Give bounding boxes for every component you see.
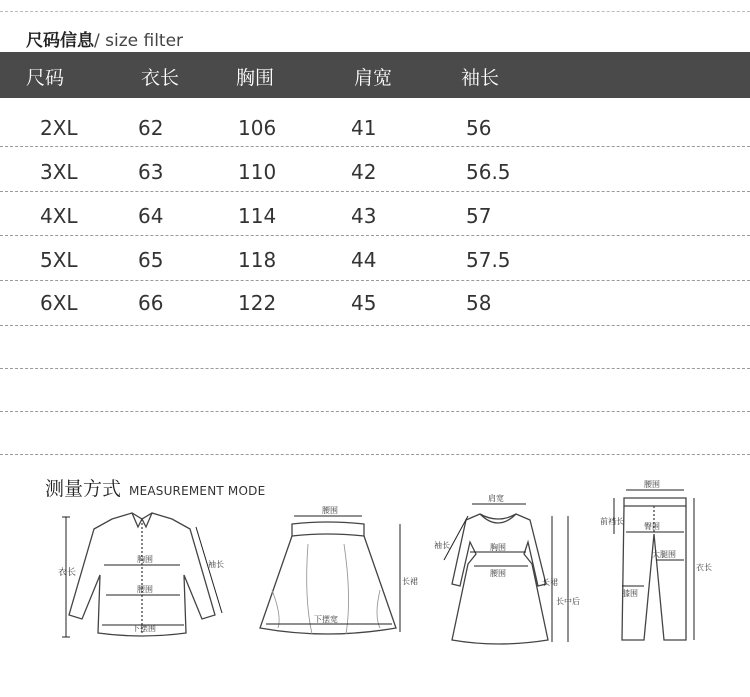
cell-length: 65 [138, 248, 164, 272]
cell-shoulder: 45 [351, 291, 377, 315]
dress-chest-label: 胸围 [490, 543, 506, 552]
table-row [0, 238, 750, 282]
dress-center-back-label: 长中后 [556, 597, 580, 606]
cell-chest: 122 [238, 291, 277, 315]
cell-chest: 114 [238, 204, 277, 228]
shirt-chest-label: 胸围 [137, 555, 153, 564]
cell-size: 4XL [40, 204, 78, 228]
pants-hip-label: 臀围 [644, 522, 660, 531]
cell-chest: 110 [238, 160, 277, 184]
size-info-title [26, 26, 183, 51]
row-divider [0, 368, 750, 369]
measurement-mode-title [45, 474, 265, 501]
skirt-length-label: 长裙 [402, 577, 418, 586]
cell-size: 6XL [40, 291, 78, 315]
dress-length-label: 长裙 [542, 578, 558, 587]
cell-sleeve: 56 [466, 116, 492, 140]
dress-waist-label: 腰围 [490, 569, 506, 578]
pants-front-rise-label: 前裆长 [600, 517, 624, 526]
size-table-header [0, 52, 750, 98]
shirt-waist-label: 腰围 [137, 585, 153, 594]
cell-shoulder: 43 [351, 204, 377, 228]
cell-chest: 118 [238, 248, 277, 272]
cell-sleeve: 57 [466, 204, 492, 228]
size-info-title-cn: 尺码信息 [26, 31, 94, 51]
table-row [0, 150, 750, 194]
cell-size: 3XL [40, 160, 78, 184]
pants-thigh-label: 大腿围 [652, 550, 676, 559]
cell-shoulder: 41 [351, 116, 377, 140]
cell-size: 2XL [40, 116, 78, 140]
header-length: 衣长 [141, 67, 180, 89]
cell-length: 62 [138, 116, 164, 140]
measurement-title-en: MEASUREMENT MODE [129, 484, 266, 498]
shirt-measurement-diagram [50, 505, 240, 655]
table-row [0, 281, 750, 325]
cell-sleeve: 57.5 [466, 248, 511, 272]
table-row [0, 106, 750, 150]
header-sleeve: 袖长 [461, 67, 500, 89]
cell-chest: 106 [238, 116, 277, 140]
pants-length-label: 衣长 [696, 563, 712, 572]
cell-length: 64 [138, 204, 164, 228]
cell-length: 66 [138, 291, 164, 315]
skirt-waist-label: 腰围 [322, 506, 338, 515]
cell-length: 63 [138, 160, 164, 184]
top-divider [0, 11, 750, 12]
header-shoulder: 肩宽 [354, 67, 393, 89]
skirt-hem-label: 下摆宽 [314, 615, 338, 624]
cell-shoulder: 44 [351, 248, 377, 272]
row-divider [0, 235, 750, 236]
pants-knee-label: 膝围 [622, 589, 638, 598]
row-divider [0, 411, 750, 412]
table-row [0, 194, 750, 238]
dress-measurement-diagram [430, 490, 580, 650]
cell-shoulder: 42 [351, 160, 377, 184]
header-chest: 胸围 [236, 67, 275, 89]
pants-measurement-diagram [598, 474, 718, 654]
row-divider [0, 454, 750, 455]
shirt-length-label: 衣长 [58, 568, 77, 578]
cell-sleeve: 58 [466, 291, 492, 315]
pants-waist-label: 腰围 [644, 480, 660, 489]
size-info-title-en: / size filter [94, 31, 184, 51]
header-size: 尺码 [26, 67, 65, 89]
measurement-title-cn: 测量方式 [45, 478, 122, 500]
dress-sleeve-label: 袖长 [434, 541, 450, 550]
cell-size: 5XL [40, 248, 78, 272]
cell-sleeve: 56.5 [466, 160, 511, 184]
row-divider [0, 191, 750, 192]
shirt-sleeve-label: 袖长 [208, 560, 224, 569]
row-divider [0, 146, 750, 147]
dress-shoulder-label: 肩宽 [488, 494, 504, 503]
row-divider [0, 325, 750, 326]
skirt-measurement-diagram [252, 498, 418, 648]
shirt-hem-label: 下摆围 [132, 624, 156, 633]
